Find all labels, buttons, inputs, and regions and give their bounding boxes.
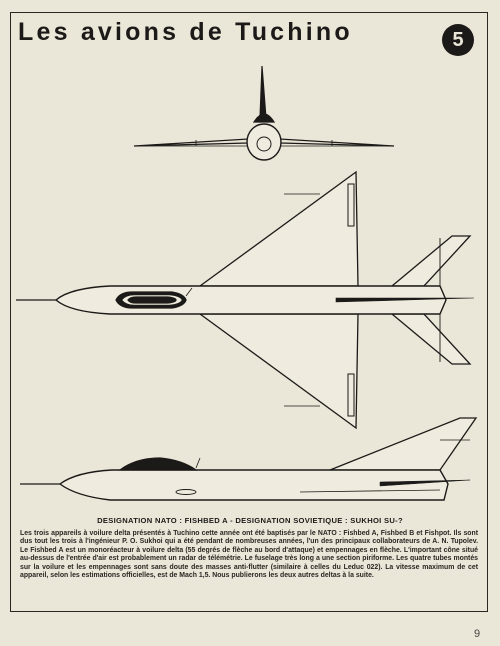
page-title: Les avions de Tuchino <box>18 18 353 46</box>
designation-heading: DESIGNATION NATO : FISHBED A - DESIGNATION SOVIETIQUE : SUKHOI SU-? <box>97 516 403 525</box>
caption-body: Les trois appareils à voilure delta présentés à Tuchino cette année ont été baptisés par le NATO : Fishbed A, Fishbed B et Fishpot. Ils sont dus tout les trois à l'ingénieur P. O. Sukhoi qui a été pendant de nombreuses années, l'un des principaux collaborateurs de A. N. Tupolev. Le Fishbed A est un monoréacteur à voilure delta (55 degrés de flèche au bord d'attaque) et empennages en flèche. L'important cône situé au-dessus de l'entrée d'air est probablement un radar de télémétrie. Le fuselage très long a une section piriforme. Les quatre tubes montés sur la voilure et les empennages sont sans doute des masses anti-flutter (similaire à celles du Leduc 022). La vitesse maximum de cet appareil, selon les estimations officielles, est de Mach 1,5. Nous publierons les deux autres deltas à la suite. <box>20 530 478 580</box>
number-badge: 5 <box>442 24 474 56</box>
page-number: 9 <box>474 628 481 640</box>
